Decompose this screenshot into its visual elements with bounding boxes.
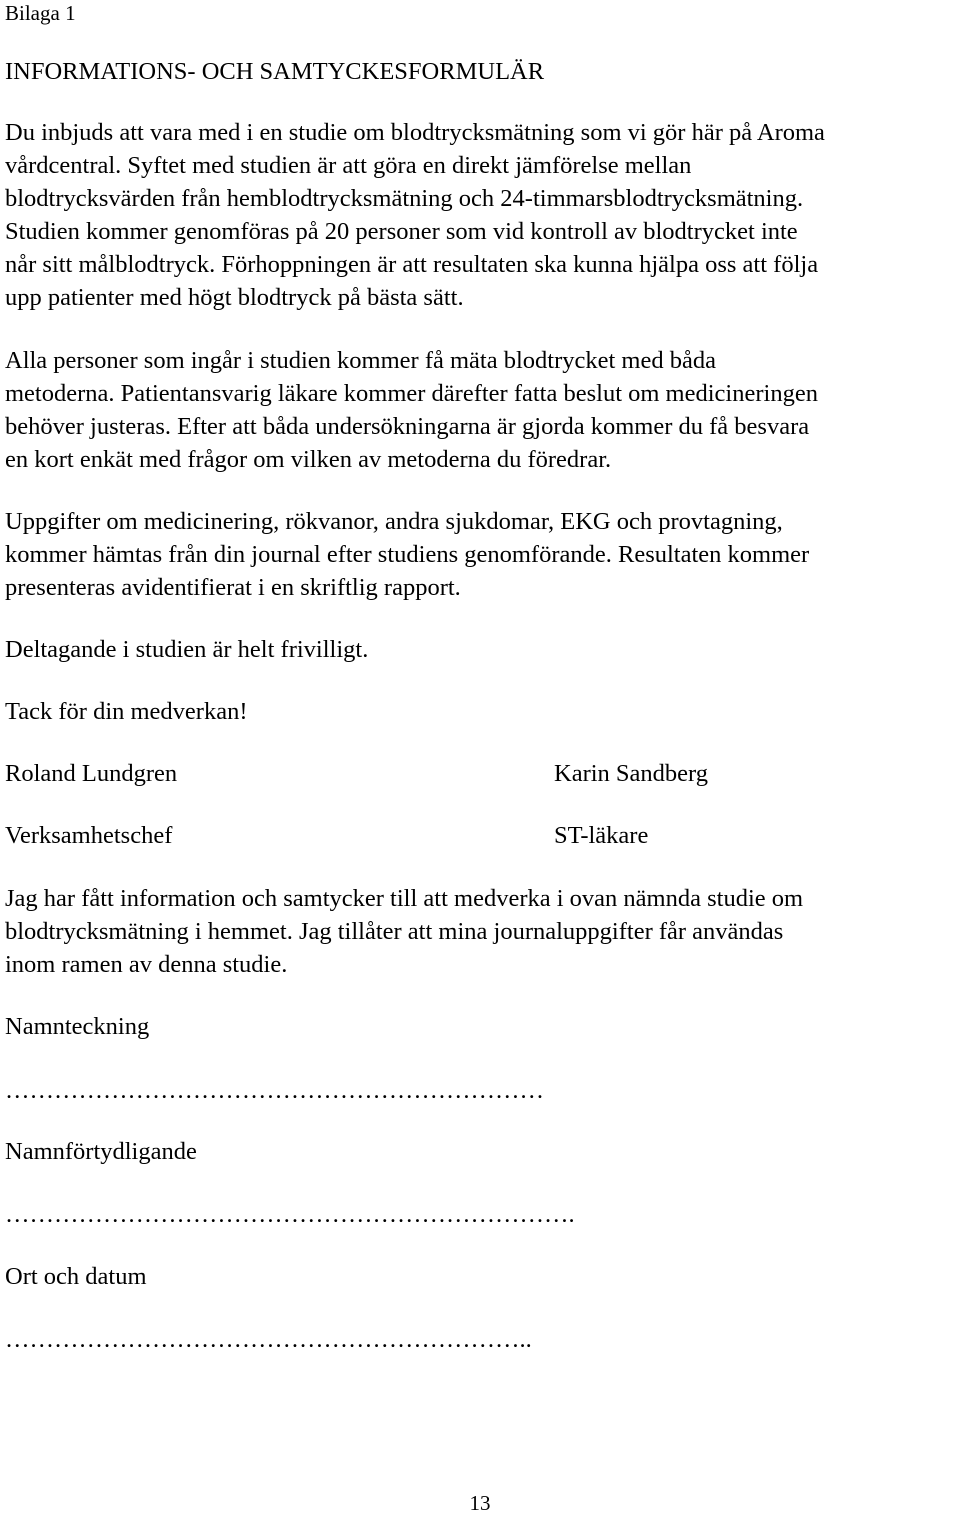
name-clarification-line[interactable]: ……………………………………………………………. [5,1201,575,1228]
signatory-name: Roland Lundgren [5,760,178,787]
text-line: Studien kommer genomföras på 20 personer som vid kontroll av blodtrycket inte [5,218,798,245]
text-line: Uppgifter om medicinering, rökvanor, andra sjukdomar, EKG och provtagning, [5,508,783,535]
place-date-line[interactable]: ……………………………………………………….. [5,1326,532,1353]
text-line: inom ramen av denna studie. [5,951,288,978]
text-line: kommer hämtas från din journal efter studiens genomförande. Resultaten kommer [5,541,810,568]
signatory-name: Karin Sandberg [554,760,708,787]
signatory-role: ST-läkare [554,822,649,849]
signature-line[interactable]: ………………………………………………………… [5,1077,544,1104]
signature-label: Namnteckning [5,1013,150,1040]
text-line: når sitt målblodtryck. Förhoppningen är att resultaten ska kunna hjälpa oss att följa [5,251,819,278]
text-line: Du inbjuds att vara med i en studie om blodtrycksmätning som vi gör här på Aroma [5,119,825,146]
text-line: Alla personer som ingår i studien kommer få mäta blodtrycket med båda [5,347,716,374]
voluntary-statement: Deltagande i studien är helt frivilligt. [5,636,369,663]
signatory-role: Verksamhetschef [5,822,173,849]
form-title: INFORMATIONS- OCH SAMTYCKESFORMULÄR [5,58,545,85]
name-clarification-label: Namnförtydligande [5,1138,197,1165]
text-line: vårdcentral. Syftet med studien är att göra en direkt jämförelse mellan [5,152,692,179]
text-line: upp patienter med högt blodtryck på bästa sätt. [5,284,464,311]
page-number: 13 [469,1491,491,1515]
text-line: blodtrycksmätning i hemmet. Jag tillåter att mina journaluppgifter får användas [5,918,784,945]
place-date-label: Ort och datum [5,1263,147,1290]
text-line: behöver justeras. Efter att båda undersökningarna är gjorda kommer du få besvara [5,413,810,440]
attachment-label: Bilaga 1 [5,1,76,25]
text-line: Jag har fått information och samtycker till att medverka i ovan nämnda studie om [5,885,804,912]
text-line: metoderna. Patientansvarig läkare kommer därefter fatta beslut om medicineringen [5,380,818,407]
text-line: presenteras avidentifierat i en skriftlig rapport. [5,574,461,601]
text-line: blodtrycksvärden från hemblodtrycksmätning och 24-timmarsblodtrycksmätning. [5,185,804,212]
thanks-statement: Tack för din medverkan! [5,698,248,725]
text-line: en kort enkät med frågor om vilken av metoderna du föredrar. [5,446,612,473]
